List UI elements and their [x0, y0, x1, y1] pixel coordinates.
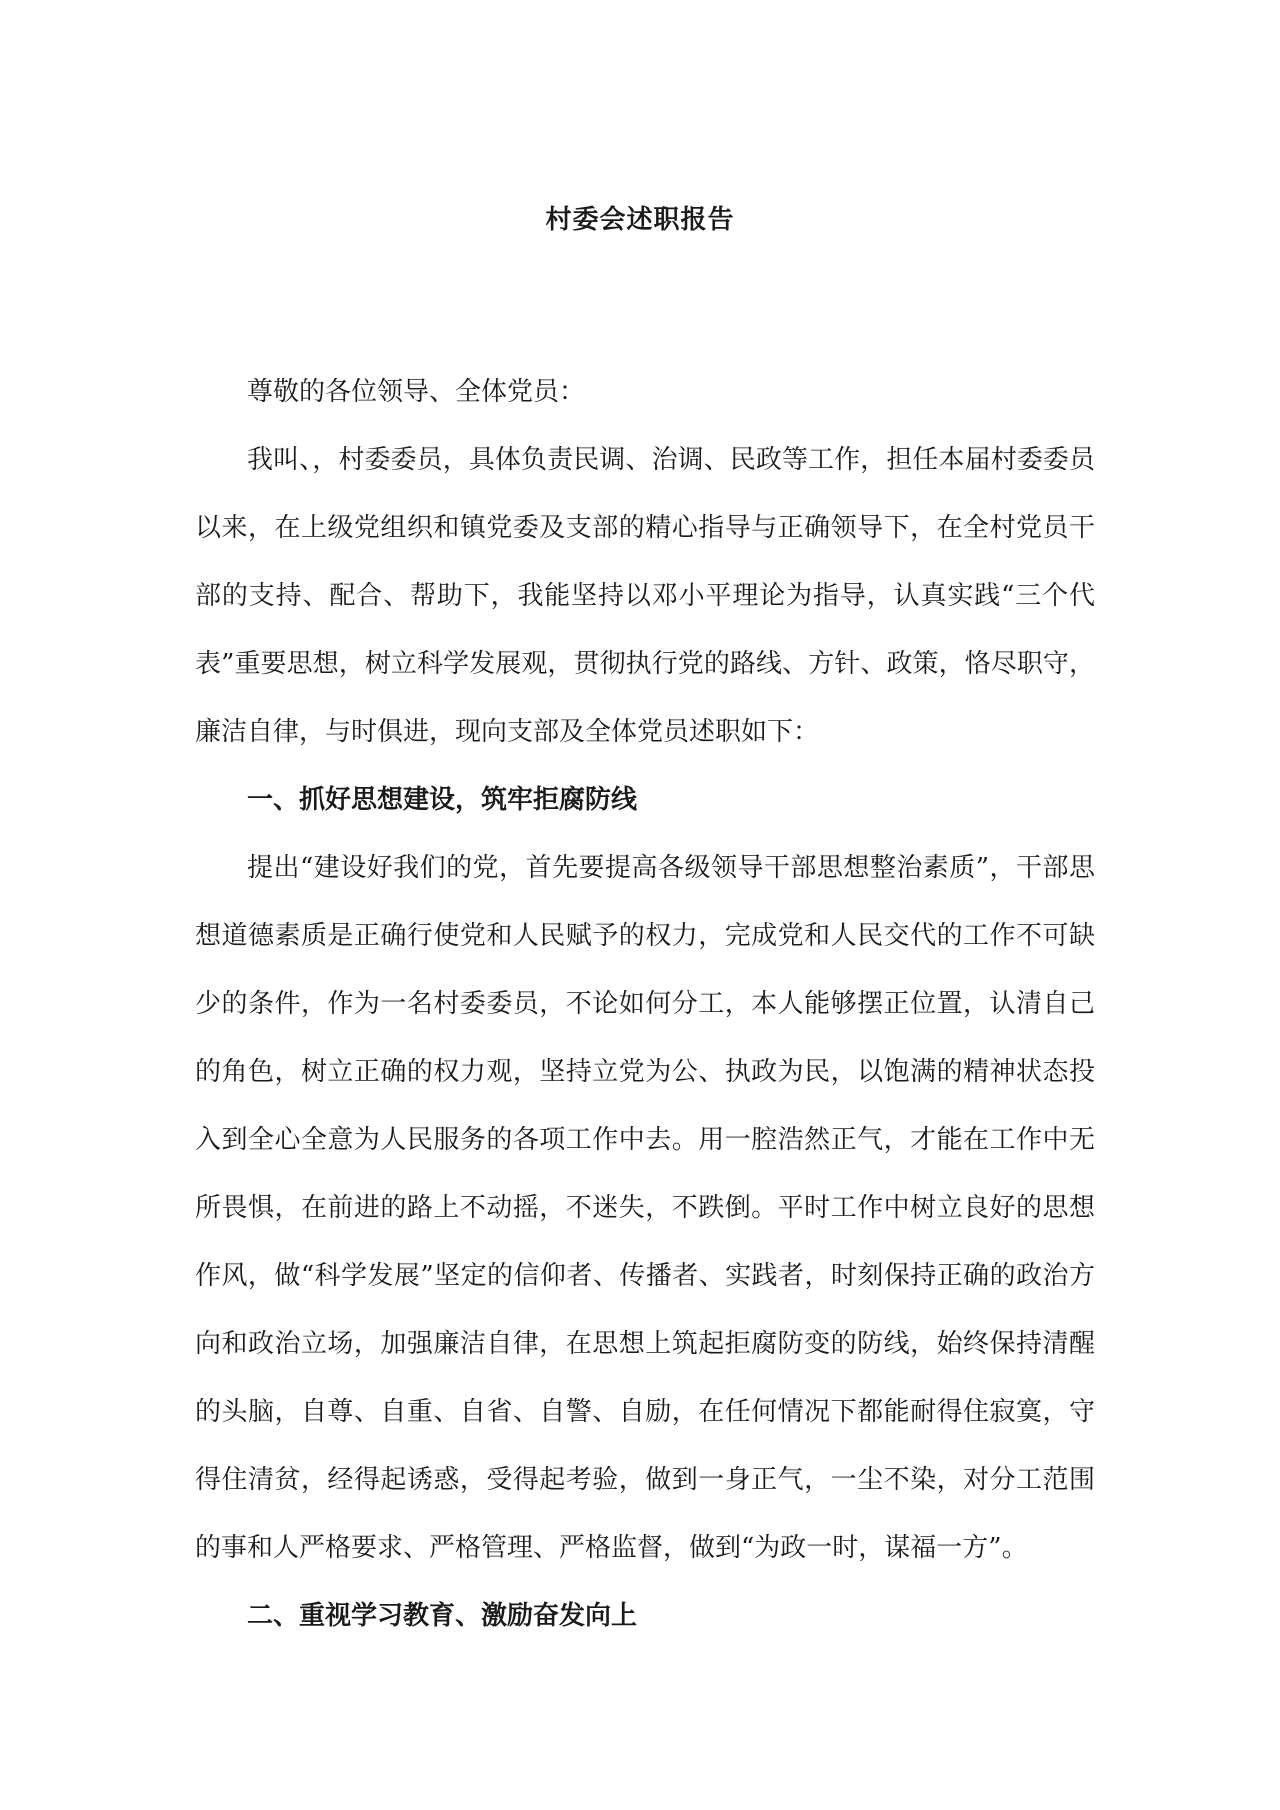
section-1-paragraph: 提出“建设好我们的党，首先要提高各级领导干部思想整治素质”，干部思想道德素质是正确行使党和人民赋予的权力，完成党和人民交代的工作不可缺少的条件，作为一名村委委员，不论如何分工，本人能够摆正位置，认清自己的角色，树立正确的权力观，坚持立党为公、执政为民，以饱满的精神状态投入到全心全意为人民服务的各项工作中去。用一腔浩然正气，才能在工作中无所畏惧，在前进的路上不动摇，不迷失，不跌倒。平时工作中树立良好的思想作风，做“科学发展”坚定的信仰者、传播者、实践者，时刻保持正确的政治方向和政治立场，加强廉洁自律，在思想上筑起拒腐防变的防线，始终保持清醒的头脑，自尊、自重、自省、自警、自励，在任何情况下都能耐得住寂寞，守得住清贫，经得起诱惑，受得起考验，做到一身正气，一尘不染，对分工范围的事和人严格要求、严格管理、严格监督，做到“为政一时，谋福一方”。 [195, 853, 1095, 1563]
document-title: 村委会述职报告 [545, 205, 735, 235]
section-heading-2: 二、重视学习教育、激励奋发向上 [247, 1601, 638, 1631]
intro-paragraph: 我叫、，村委委员，具体负责民调、治调、民政等工作，担任本届村委委员以来，在上级党组织和镇党委及支部的精心指导与正确领导下，在全村党员干部的支持、配合、帮助下，我能坚持以邓小平理论为指导，认真实践“三个代表”重要思想，树立科学发展观，贯彻执行党的路线、方针、政策，恪尽职守，廉洁自律，与时俱进，现向支部及全体党员述职如下： [195, 445, 1095, 747]
section-heading-1: 一、抓好思想建设，筑牢拒腐防线 [247, 785, 638, 815]
salutation-paragraph: 尊敬的各位领导、全体党员： [247, 377, 586, 407]
document-body [195, 358, 1095, 1650]
